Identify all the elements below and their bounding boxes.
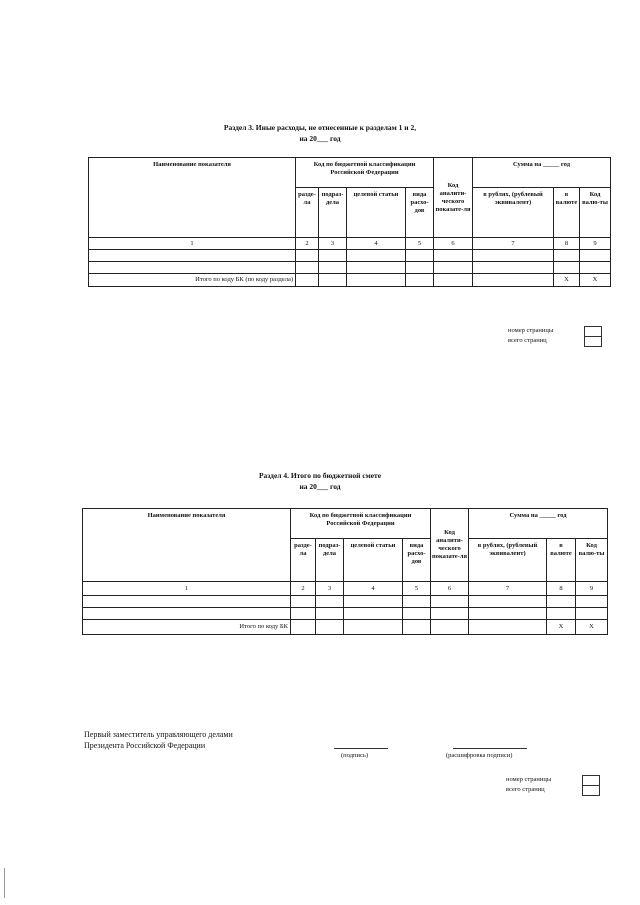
column-number: 2 [291, 582, 316, 596]
total-label: Итого по коду БК [83, 620, 291, 635]
analytic-code-header: Код аналити-ческого показате-ля [431, 509, 469, 582]
total-mark: Х [554, 274, 580, 287]
column-number: 3 [319, 238, 347, 250]
total-row [89, 274, 611, 287]
column-number: 6 [431, 582, 469, 596]
total-label: Итого по коду БК (по коду раздела) [89, 274, 296, 287]
subsection-code-header: подраз-дела [319, 188, 347, 238]
total-mark: Х [576, 620, 608, 635]
column-number: 9 [580, 238, 611, 250]
column-number: 5 [406, 238, 434, 250]
signature-decoding-line [453, 748, 527, 749]
section4-title-line1: Раздел 4. Итого по бюджетной смете [258, 471, 382, 480]
total-row [83, 620, 608, 635]
sum-rubles-header: в рублях, (рублевый эквивалент) [469, 539, 547, 582]
column-number: 8 [554, 238, 580, 250]
signature-decoding-caption: (расшифровка подписи) [446, 752, 513, 759]
total-pages-label: всего страниц [508, 337, 547, 344]
currency-code-header: Код валю-ты [576, 539, 608, 582]
target-code-header: целевой статьи [347, 188, 406, 238]
column-number: 7 [473, 238, 554, 250]
table-row [89, 262, 611, 274]
column-number-row [89, 238, 611, 250]
table-row [83, 596, 608, 608]
currency-code-header: Код валю-ты [580, 188, 611, 238]
sum-header: Сумма на _____ год [469, 509, 608, 539]
column-number: 5 [403, 582, 431, 596]
table-row [89, 250, 611, 262]
column-number: 3 [316, 582, 344, 596]
section3-title-line1: Раздел 3. Иные расходы, не отнесенные к разделам 1 и 2, [223, 123, 417, 132]
section3-page-info [508, 326, 553, 346]
column-number: 1 [89, 238, 296, 250]
signatory-position [84, 729, 233, 751]
sum-rubles-header: в рублях, (рублевый эквивалент) [473, 188, 554, 238]
column-number-row [83, 582, 608, 596]
total-pages-label: всего страниц [506, 786, 545, 793]
signature-caption: (подпись) [341, 752, 368, 759]
column-number: 4 [347, 238, 406, 250]
total-pages-box [584, 336, 602, 347]
column-number: 9 [576, 582, 608, 596]
page-number-label: номер страницы [508, 327, 554, 334]
table-row [83, 608, 608, 620]
sum-currency-header: в валюте [547, 539, 576, 582]
total-mark: Х [580, 274, 611, 287]
indicator-name-header: Наименование показателя [89, 158, 296, 238]
column-number: 8 [547, 582, 576, 596]
column-number: 1 [83, 582, 291, 596]
scan-edge-mark [4, 868, 5, 898]
section-code-header: разде-ла [291, 539, 316, 582]
budget-code-header: Код по бюджетной классификации Российской Федерации [296, 158, 434, 188]
section3-title-line2: на 20___ год [299, 134, 341, 143]
page-number-label: номер страницы [506, 776, 552, 783]
total-pages-box [582, 785, 600, 796]
section3-table [88, 157, 611, 287]
signatory-position-line1: Первый заместитель управляющего делами [84, 730, 233, 739]
expense-type-header: вида расхо-дов [406, 188, 434, 238]
total-mark: Х [547, 620, 576, 635]
sum-currency-header: в валюте [554, 188, 580, 238]
section4-title-line2: на 20___ год [299, 482, 341, 491]
section3-title [0, 122, 640, 144]
subsection-code-header: подраз-дела [316, 539, 344, 582]
section4-page-info [506, 775, 551, 795]
expense-type-header: вида расхо-дов [403, 539, 431, 582]
target-code-header: целевой статьи [344, 539, 403, 582]
signatory-position-line2: Президента Российской Федерации [84, 741, 206, 750]
column-number: 6 [434, 238, 473, 250]
column-number: 4 [344, 582, 403, 596]
section-code-header: разде-ла [296, 188, 319, 238]
section4-table [82, 508, 608, 635]
column-number: 7 [469, 582, 547, 596]
budget-code-header: Код по бюджетной классификации Российской Федерации [291, 509, 431, 539]
signature-line [334, 748, 388, 749]
analytic-code-header: Код аналити-ческого показате-ля [434, 158, 473, 238]
column-number: 2 [296, 238, 319, 250]
indicator-name-header: Наименование показателя [83, 509, 291, 582]
section4-title [0, 470, 640, 492]
sum-header: Сумма на _____ год [473, 158, 611, 188]
